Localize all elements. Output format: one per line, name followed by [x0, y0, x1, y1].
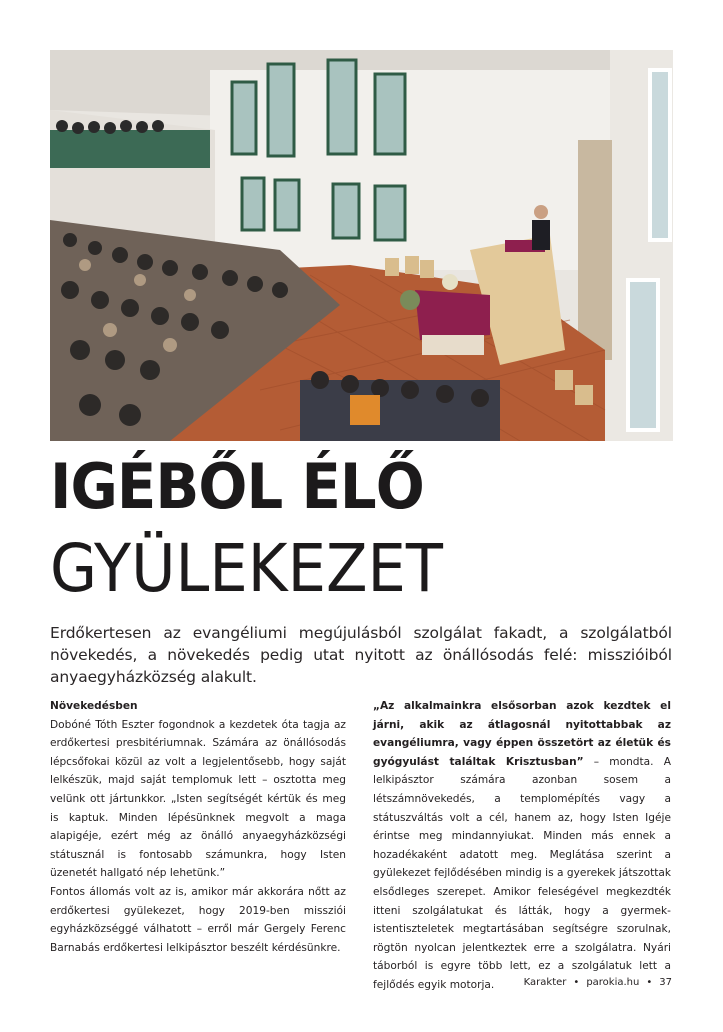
altar — [415, 290, 490, 340]
left-paragraph-1: Dobóné Tóth Eszter fogondnok a kezdetek óta tagja az erdőkertesi presbitériumnak. Számára az önállósodás lépcsőfokai közül az volt a legjelentősebb, hogy saját lelkészük, majd saját templomuk lett – osztotta meg velünk ott jártunkkor. „Isten segítségét kértük és meg is kaptuk. Minden lépésünknek megvolt a maga alapigéje, ezért még az önálló anyaegyházközségi státusznál is fontosabb számunkra, hogy Isten üzenetét hallgató nép lehetünk.” — [50, 718, 346, 880]
article-lead: Erdőkertesen az evangéliumi megújulásból szolgálat fakadt, a szolgálatból növekedés, a növekedés pedig utat nyitott az önállósodás felé: misszióiból anyaegyházközség alakult. — [50, 624, 672, 686]
right-paragraph-body: – mondta. A lelkipásztor számára azonban sosem a létszámnövekedés, a templomépítés vagy a státuszváltás volt a cél, hanem az, hogy Isten Igéje érintse meg mindannyiukat. Minden más ennek a hozadékaként adatott meg. Meglátása szerint a gyülekezet fejlődésében mindig is a gyerekek játszottak elsődleges szerepet. Amikor feleségével megkezdték itteni szolgálatukat és látták, hogy a gyermek-istentiszteletek megtartásában segítségre szorulnak, rögtön nyolcan jelentkeztek erre a szolgálatra. Nyári táborból is egyre több lett, ez a szolgálatuk lett a fejlődés egyik motorja. — [373, 755, 671, 991]
site-name: parokia.hu — [586, 977, 640, 988]
footer-bullet: • — [646, 977, 653, 988]
left-paragraph-2: Fontos állomás volt az is, amikor már akkorára nőtt az erdőkertesi gyülekezet, hogy 2019-ben missziói egyházközséggé válhatott – erről már Gergely Ferenc Barnabás erdőkertesi lelkipásztor beszélt kérdésünkre. — [50, 885, 346, 954]
pull-quote: „Az alkalmainkra elsősorban azok kezdtek el járni, akik az átlagosnál nyitottabbak az evangéliumra, vagy éppen összetört az életük és gyógyulást találtak Krisztusban” — [373, 700, 671, 768]
right-paragraph — [373, 697, 671, 995]
article-title-line1: IGÉBŐL ÉLŐ — [50, 450, 424, 523]
photo-illustration — [50, 50, 673, 441]
page-number: 37 — [659, 977, 672, 988]
left-column — [50, 697, 346, 957]
pillar — [578, 140, 612, 360]
flowers — [442, 274, 458, 290]
article-title-line2: GYÜLEKEZET — [50, 530, 443, 607]
preacher — [532, 220, 550, 250]
front-row — [300, 371, 500, 441]
footer-bullet: • — [573, 977, 580, 988]
page-footer — [524, 977, 672, 988]
balcony-railing — [50, 130, 210, 168]
section-subhead: Növekedésben — [50, 700, 138, 712]
right-column — [373, 697, 671, 995]
church-interior-photo — [50, 50, 673, 441]
magazine-name: Karakter — [523, 977, 567, 988]
